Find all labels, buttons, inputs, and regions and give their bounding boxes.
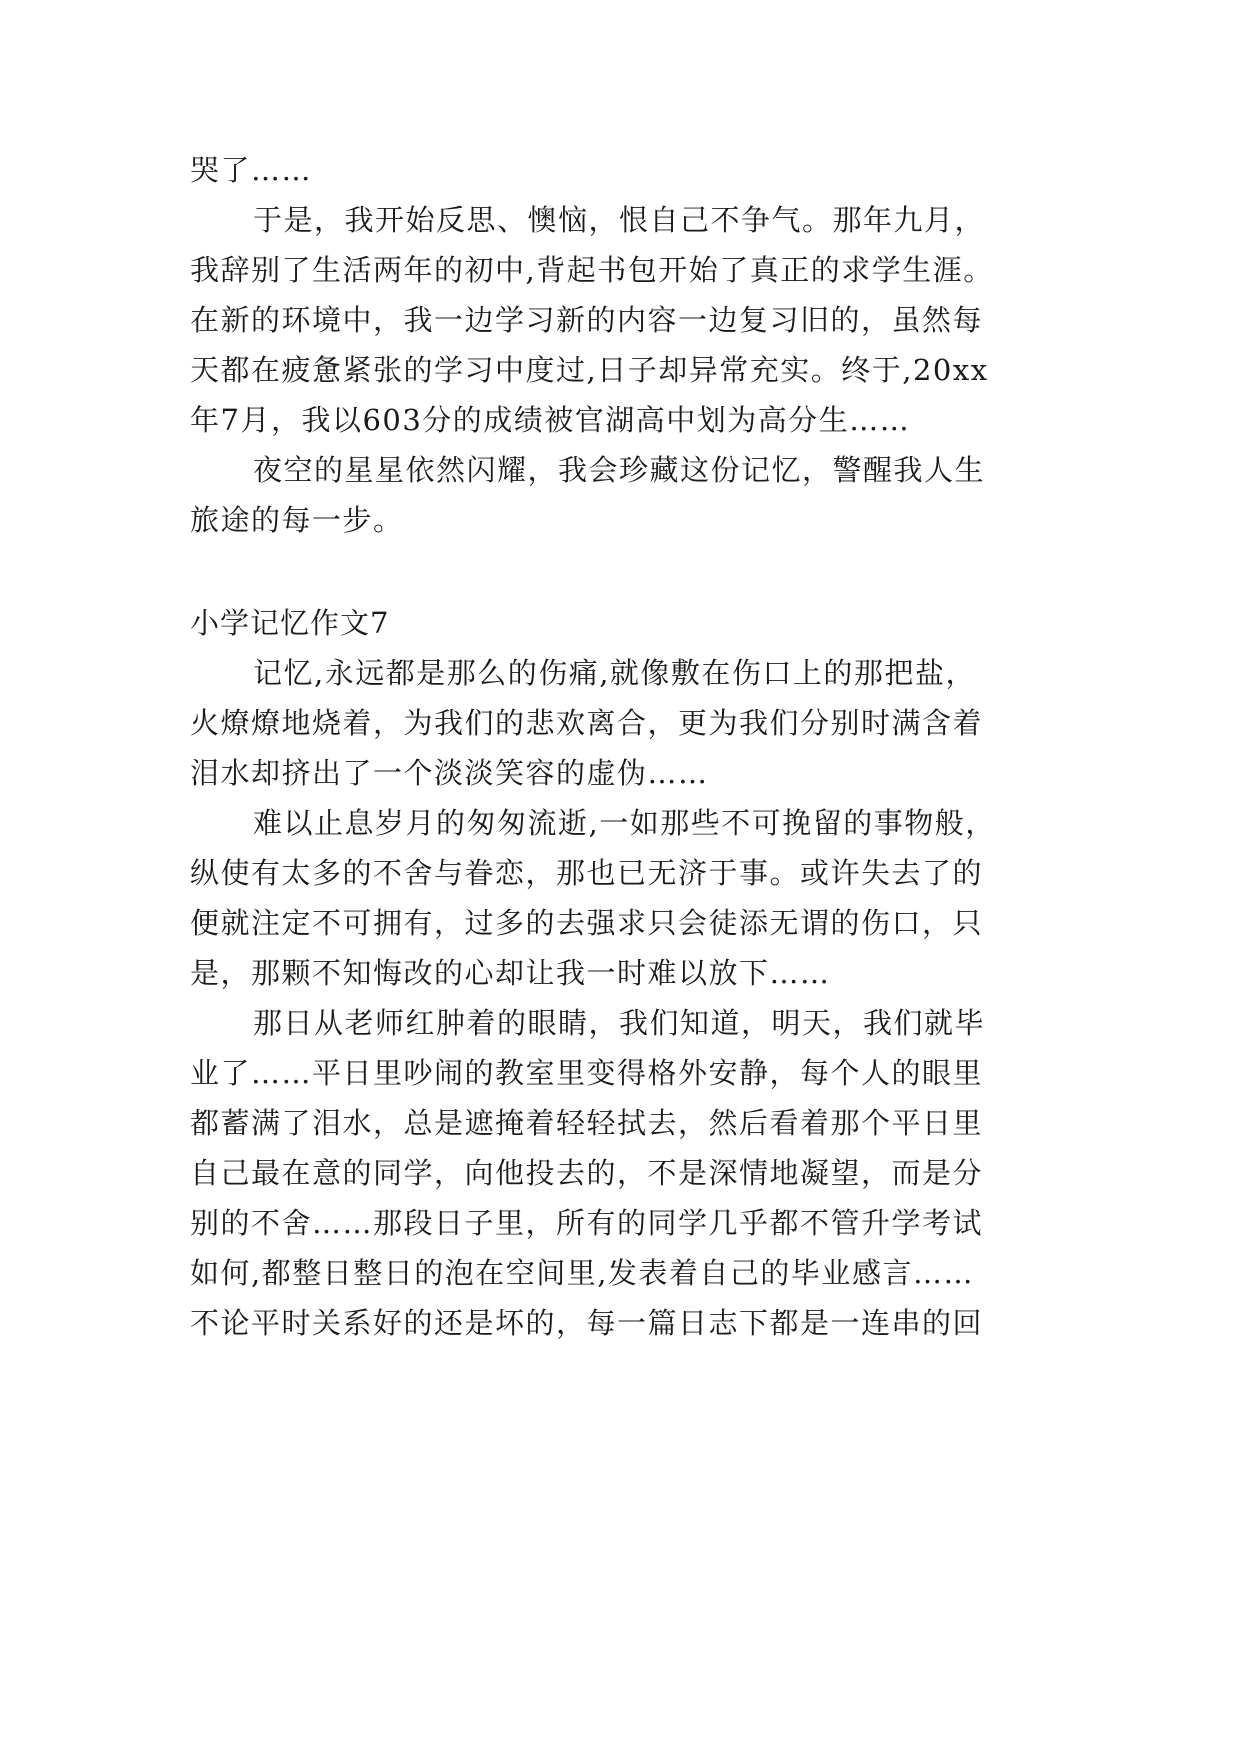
text-line: 都蓄满了泪水，总是遮掩着轻轻拭去，然后看着那个平日里 (190, 1106, 984, 1140)
text-line: 自己最在意的同学，向他投去的，不是深情地凝望，而是分 (190, 1156, 984, 1190)
paragraph-start: 那日从老师红肿着的眼睛，我们知道，明天，我们就毕 (253, 1006, 986, 1040)
text-line: 我辞别了生活两年的初中,背起书包开始了真正的求学生涯。 (190, 253, 994, 287)
text-line: 别的不舍……那段日子里，所有的同学几乎都不管升学考试 (190, 1206, 984, 1240)
paragraph-start: 于是，我开始反思、懊恼，恨自己不争气。那年九月， (253, 203, 986, 237)
text-line: 年7月，我以603分的成绩被官湖高中划为高分生…… (190, 403, 911, 437)
paragraph-start: 夜空的星星依然闪耀，我会珍藏这份记忆，警醒我人生 (253, 453, 986, 487)
text-line: 便就注定不可拥有，过多的去强求只会徒添无谓的伤口，只 (190, 906, 984, 940)
text-line: 旅途的每一步。 (190, 503, 404, 537)
text-line: 业了……平日里吵闹的教室里变得格外安静，每个人的眼里 (190, 1056, 984, 1090)
text-line: 哭了…… (190, 153, 313, 187)
text-line: 在新的环境中，我一边学习新的内容一边复习旧的，虽然每 (190, 303, 984, 337)
text-line: 是，那颗不知悔改的心却让我一时难以放下…… (190, 956, 831, 990)
text-line: 不论平时关系好的还是坏的，每一篇日志下都是一连串的回 (190, 1306, 984, 1340)
text-line: 天都在疲惫紧张的学习中度过,日子却异常充实。终于,20xx (190, 353, 989, 387)
text-line: 如何,都整日整日的泡在空间里,发表着自己的毕业感言…… (190, 1256, 974, 1290)
text-line: 纵使有太多的不舍与眷恋，那也已无济于事。或许失去了的 (190, 856, 984, 890)
paragraph-start: 记忆,永远都是那么的伤痛,就像敷在伤口上的那把盐， (253, 656, 976, 690)
text-line: 火燎燎地烧着，为我们的悲欢离合，更为我们分别时满含着 (190, 706, 984, 740)
paragraph-start: 难以止息岁月的匆匆流逝,一如那些不可挽留的事物般， (253, 806, 996, 840)
text-line: 泪水却挤出了一个淡淡笑容的虚伪…… (190, 756, 709, 790)
section-title: 小学记忆作文7 (190, 606, 390, 640)
